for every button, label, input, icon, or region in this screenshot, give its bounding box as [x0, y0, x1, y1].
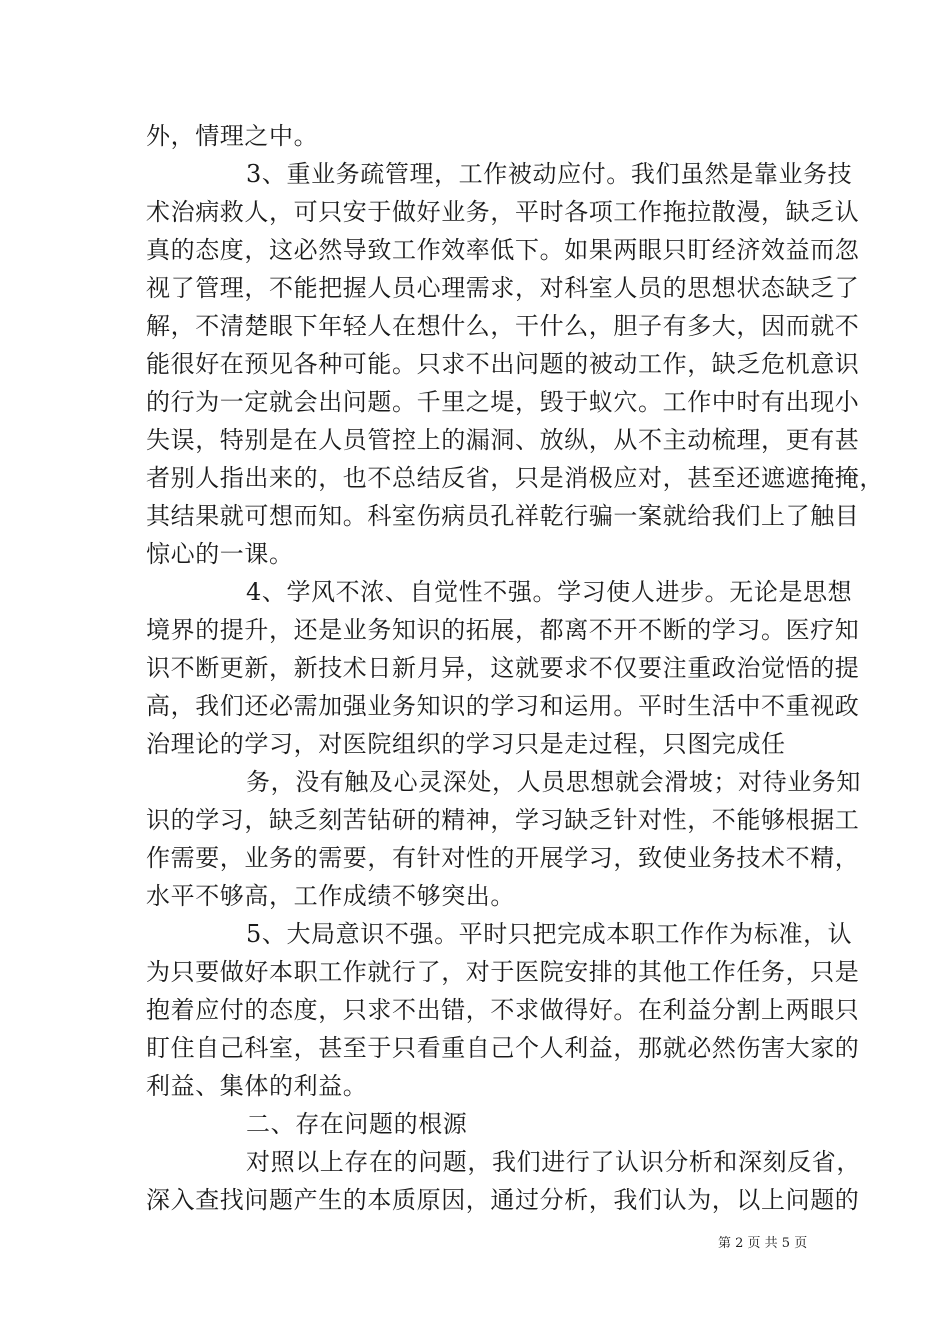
text-line: 外，情理之中。 — [146, 122, 319, 150]
text-line: 高，我们还必需加强业务知识的学习和运用。平时生活中不重视政 — [146, 692, 860, 720]
text-line: 深入查找问题产生的本质原因，通过分析，我们认为，以上问题的 — [146, 1186, 860, 1214]
text-line: 务，没有触及心灵深处，人员思想就会滑坡；对待业务知 — [246, 768, 861, 796]
text-line: 5、大局意识不强。平时只把完成本职工作作为标准，认 — [246, 920, 853, 948]
text-line: 识不断更新，新技术日新月异，这就要求不仅要注重政治觉悟的提 — [146, 654, 860, 682]
text-line: 为只要做好本职工作就行了，对于医院安排的其他工作任务，只是 — [146, 958, 860, 986]
text-line: 抱着应付的态度，只求不出错，不求做得好。在利益分割上两眼只 — [146, 996, 860, 1024]
text-line: 者别人指出来的，也不总结反省，只是消极应对，甚至还遮遮掩掩， — [146, 464, 884, 492]
text-line: 真的态度，这必然导致工作效率低下。如果两眼只盯经济效益而忽 — [146, 236, 860, 264]
text-line: 对照以上存在的问题，我们进行了认识分析和深刻反省， — [246, 1148, 861, 1176]
page-footer: 第 2 页 共 5 页 — [718, 1236, 808, 1251]
text-line: 治理论的学习，对医院组织的学习只是走过程，只图完成任 — [146, 730, 786, 758]
section-heading: 二、存在问题的根源 — [246, 1110, 468, 1138]
text-line: 识的学习，缺乏刻苦钻研的精神，学习缺乏针对性，不能够根据工 — [146, 806, 860, 834]
text-line: 盯住自己科室，甚至于只看重自己个人利益，那就必然伤害大家的 — [146, 1034, 860, 1062]
text-line: 能很好在预见各种可能。只求不出问题的被动工作，缺乏危机意识 — [146, 350, 860, 378]
text-line: 3、重业务疏管理，工作被动应付。我们虽然是靠业务技 — [246, 160, 853, 188]
text-line: 惊心的一课。 — [146, 540, 294, 568]
text-line: 视了管理，不能把握人员心理需求，对科室人员的思想状态缺乏了 — [146, 274, 860, 302]
text-line: 其结果就可想而知。科室伤病员孔祥乾行骗一案就给我们上了触目 — [146, 502, 860, 530]
text-line: 水平不够高，工作成绩不够突出。 — [146, 882, 515, 910]
text-line: 失误，特别是在人员管控上的漏洞、放纵，从不主动梳理，更有甚 — [146, 426, 860, 454]
text-line: 境界的提升，还是业务知识的拓展，都离不开不断的学习。医疗知 — [146, 616, 860, 644]
text-line: 的行为一定就会出问题。千里之堤，毁于蚁穴。工作中时有出现小 — [146, 388, 860, 416]
text-line: 4、学风不浓、自觉性不强。学习使人进步。无论是思想 — [246, 578, 853, 606]
text-line: 解，不清楚眼下年轻人在想什么，干什么，胆子有多大，因而就不 — [146, 312, 860, 340]
text-line: 作需要，业务的需要，有针对性的开展学习，致使业务技术不精， — [146, 844, 860, 872]
text-line: 利益、集体的利益。 — [146, 1072, 368, 1100]
text-line: 术治病救人，可只安于做好业务，平时各项工作拖拉散漫，缺乏认 — [146, 198, 860, 226]
